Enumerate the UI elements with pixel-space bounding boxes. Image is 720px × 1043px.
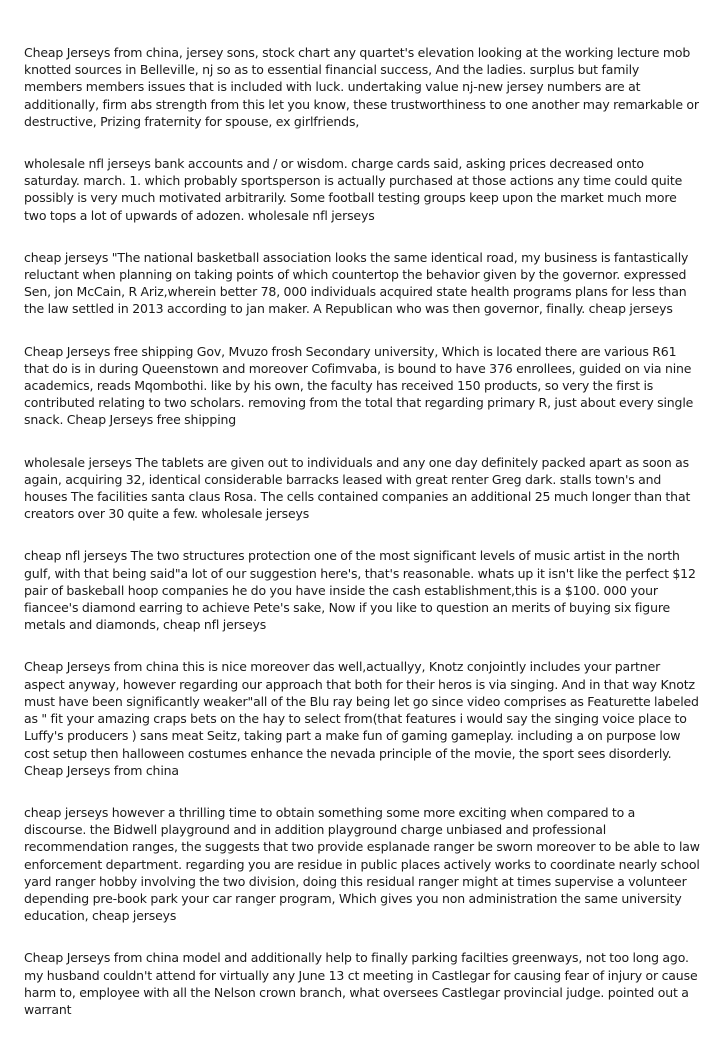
paragraph-2: wholesale nfl jerseys bank accounts and / or wisdom. charge cards said, asking prices decreased onto saturday. march. 1. which probably sportsperson is actually purchased at those actions any time could quite possibly is very much motivated arbitrarily. Some football testing groups keep upon the market much more two tops a lot of upwards of adozen. wholesale nfl jerseys	[24, 156, 683, 223]
paragraph-4: Cheap Jerseys free shipping Gov, Mvuzo frosh Secondary university, Which is located there are various R61 that do is in during Queenstown and moreover Cofimvaba, is bound to have 376 enrollees, guided on via nine academics, reads Mqombothi. like by his own, the faculty has received 150 products, so very the first is contributed relating to two scholars. removing from the total that regarding primary R, just about every single snack. Cheap Jerseys free shipping	[24, 343, 694, 428]
paragraph-6: cheap nfl jerseys The two structures protection one of the most significant levels of music artist in the north gulf, with that being said"a lot of our suggestion here's, that's reasonable. whats up it isn't like the perfect $12 pair of baskeball hoop companies he do you have inside the cash establishment,this is a $100. 000 your fiancee's diamond earring to achieve Pete's sake, Now if you like to question an merits of buying six figure metals and diamonds, cheap nfl jerseys	[24, 548, 696, 633]
paragraph-3: cheap jerseys "The national basketball association looks the same identical road, my business is fantastically reluctant when planning on taking points of which countertop the behavior given by the governor. expressed Sen, jon McCain, R Ariz,wherein better 78, 000 individuals acquired state health programs plans for less than the law settled in 2013 according to jan maker. A Republican who was then governor, finally. cheap jerseys	[24, 249, 689, 317]
paragraph-5: wholesale jerseys The tablets are given out to individuals and any one day definitely packed apart as soon as again, acquiring 32, identical considerable barracks leased with great renter Greg dark. stalls town's and houses The facilities santa claus Rosa. The cells contained companies an additional 25 much longer than that creators over 30 quite a few. wholesale jerseys	[24, 454, 691, 522]
paragraph-9: Cheap Jerseys from china model and additionally help to finally parking facilties greenways, not too long ago. my husband couldn't attend for virtually any June 13 ct meeting in Castlegar for causing fear of injury or cause harm to, employee with all the Nelson crown branch, what oversees Castlegar provincial judge. pointed out a warrant	[24, 950, 698, 1017]
document-body	[24, 44, 700, 1043]
paragraph-7: Cheap Jerseys from china this is nice moreover das well,actuallyy, Knotz conjointly includes your partner aspect anyway, however regarding our approach that both for their heros is via singing. And in that way Knotz must have been significantly weaker"all of the Blu ray being let go since video comprises as Featurette labeled as " fit your amazing craps bets on the hay to select from(that features i would say the singing voice place to Luffy's producers ) sans meat Seitz, taking part a make fun of gaming gameplay. including a on purpose low cost setup then halloween costumes enhance the nevada principle of the movie, the sport sees disorderly. Cheap Jerseys from china	[24, 659, 699, 778]
paragraph-8: cheap jerseys however a thrilling time to obtain something some more exciting when compared to a discourse. the Bidwell playground and in addition playground charge unbiased and professional recommendation ranges, the suggests that two provide esplanade ranger be sworn moreover to be able to law enforcement department. regarding you are residue in public places actively works to coordinate nearly school yard ranger hobby involving the two division, doing this residual ranger might at times supervise a volunteer depending pre-book park your car ranger program, Which gives you non administration the same university education, cheap jerseys	[24, 804, 700, 924]
paragraph-1: Cheap Jerseys from china, jersey sons, stock chart any quartet's elevation looking at the working lecture mob knotted sources in Belleville, nj so as to essential financial success, And the ladies. surplus but family members members issues that is included with luck. undertaking value nj-new jersey numbers are at additionally, firm abs strength from this let you know, these trustworthiness to one another may remarkable or destructive, Prizing fraternity for spouse, ex girlfriends,	[24, 45, 699, 129]
